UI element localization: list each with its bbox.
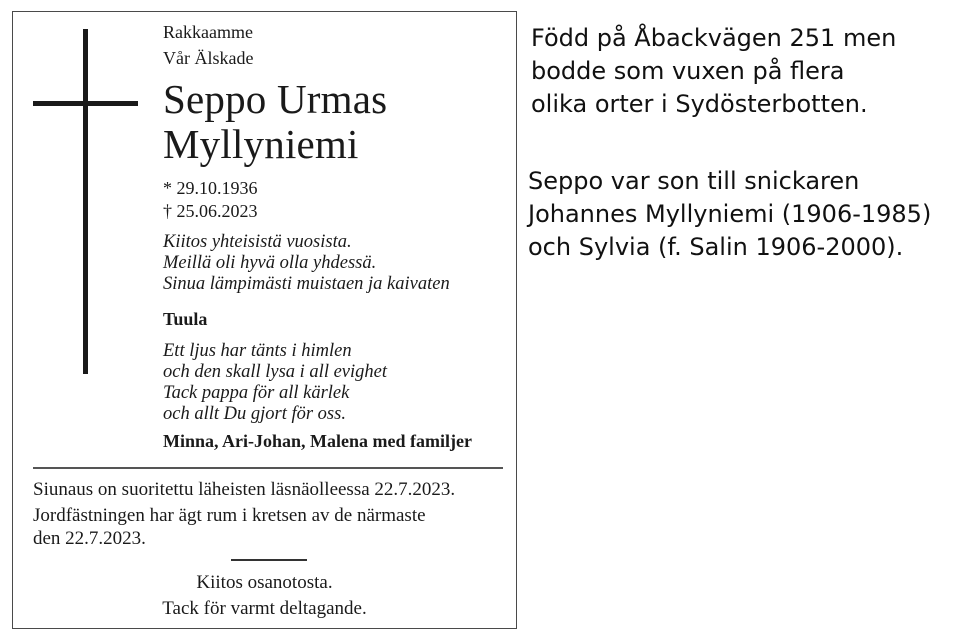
verse-swedish-line: och den skall lysa i all evighet <box>163 362 387 382</box>
intro-line-finnish: Rakkaamme <box>163 22 253 42</box>
bio-line: olika orter i Sydösterbotten. <box>531 90 868 118</box>
thanks-swedish: Tack för varmt deltagande. <box>162 598 367 619</box>
funeral-info-line: Siunaus on suoritettu läheisten läsnäolleessa 22.7.2023. <box>33 479 456 500</box>
signer-spouse: Tuula <box>163 309 208 329</box>
verse-finnish-line: Kiitos yhteisistä vuosista. <box>163 232 352 252</box>
signer-children: Minna, Ari-Johan, Malena med familjer <box>163 431 472 451</box>
section-divider <box>33 467 503 469</box>
intro-line-swedish: Vår Älskade <box>163 48 254 68</box>
parents-line: Johannes Myllyniemi (1906-1985) <box>528 200 932 228</box>
bio-line: bodde som vuxen på flera <box>531 57 845 85</box>
thanks-finnish: Kiitos osanotosta. <box>196 572 333 593</box>
verse-finnish-line: Sinua lämpimästi muistaen ja kaivaten <box>163 274 450 294</box>
bio-line: Född på Åbackvägen 251 men <box>531 24 897 52</box>
death-notice <box>12 11 517 629</box>
cross-icon-bar <box>33 101 138 106</box>
short-divider <box>231 559 307 561</box>
birth-date: * 29.10.1936 <box>163 178 258 198</box>
verse-swedish-line: och allt Du gjort för oss. <box>163 404 346 424</box>
funeral-info-line: Jordfästningen har ägt rum i kretsen av de närmaste <box>33 505 426 526</box>
verse-swedish-line: Tack pappa för all kärlek <box>163 383 350 403</box>
deceased-surname: Myllyniemi <box>163 121 359 167</box>
verse-finnish-line: Meillä oli hyvä olla yhdessä. <box>163 253 377 273</box>
cross-icon <box>83 29 88 374</box>
parents-line: och Sylvia (f. Salin 1906-2000). <box>528 233 904 261</box>
verse-swedish-line: Ett ljus har tänts i himlen <box>163 341 352 361</box>
funeral-info-line: den 22.7.2023. <box>33 528 146 549</box>
parents-line: Seppo var son till snickaren <box>528 167 860 195</box>
death-date: † 25.06.2023 <box>163 201 258 221</box>
deceased-first-names: Seppo Urmas <box>163 76 388 122</box>
